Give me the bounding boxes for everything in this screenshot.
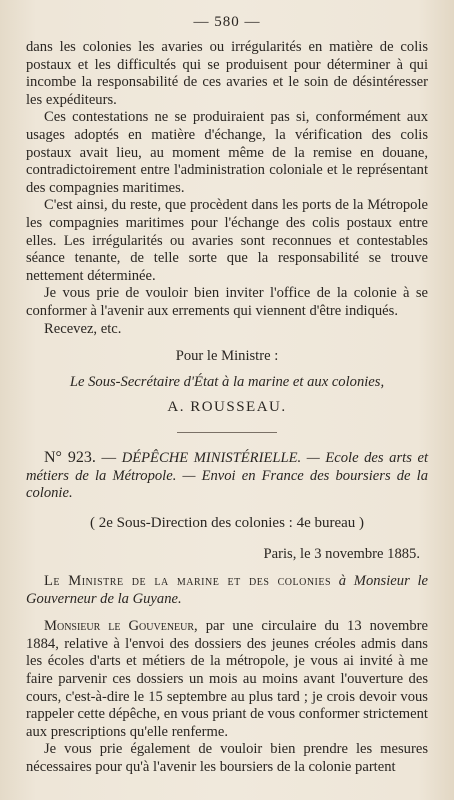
heading-dash: — bbox=[95, 450, 122, 467]
salutation: Monsieur le Gouveneur, bbox=[44, 618, 198, 635]
date-line: Paris, le 3 novembre 1885. bbox=[263, 546, 420, 563]
paragraph-closing: Recevez, etc. bbox=[44, 320, 122, 337]
paragraph-contestations: Ces contestations ne se produiraient pas si, conformément aux usages adoptés en matière d'échange, la vérification des colis postaux avait lieu, au moment même de la remise en douane, contradictoirement entre l'administration coloniale et le représentant des compagnies maritimes. bbox=[26, 109, 428, 196]
direction-line: ( 2e Sous-Direction des colonies : 4e bureau ) bbox=[89, 515, 365, 532]
dispatch-heading bbox=[26, 449, 428, 503]
dispatch-type: DÉPÊCHE MINISTÉRIELLE. bbox=[121, 450, 302, 467]
paragraph-invitation: Je vous prie de vouloir bien inviter l'office de la colonie à se conformer à l'avenir aux errements qui viennent d'être indiqués. bbox=[26, 285, 428, 319]
address-recipient: à Monsieur le Gouverneur de la Guyane. bbox=[26, 573, 428, 607]
body-paragraph-1 bbox=[26, 618, 428, 741]
signature-pour: Pour le Ministre : bbox=[175, 348, 279, 365]
address-line bbox=[26, 573, 428, 608]
dispatch-number: N° 923. bbox=[44, 449, 96, 467]
body-text-1: par une circulaire du 13 novembre 1884, relative à l'envoi des dossiers des jeunes créoles admis dans les écoles d'arts et métiers de la métropole, je vous ai invité à me faire parvenir ces dossiers un mois au moins avant l'ouverture des cours, c'est-à-dire le 15 septembre au plus tard ; je crois devoir vous rappeler cette dépêche, en vous priant de vous conformer strictement aux prescriptions qu'elle renferme. bbox=[26, 618, 428, 740]
paragraph-procedure-metropole: C'est ainsi, du reste, que procèdent dans les ports de la Métropole les compagnies maritimes pour l'échange des colis postaux entre elles. Les irrégularités ou avaries sont reconnues et contestables séance tenante, de telle sorte que la responsabilité se trouve nettement déterminée. bbox=[26, 197, 428, 284]
dispatch-subject: — Ecole des arts et métiers de la Métropole. — Envoi en France des boursiers de la colonie. bbox=[26, 450, 429, 502]
paragraph-avaries: dans les colonies les avaries ou irrégularités en matière de colis postaux et les difficultés qui se produisent pour déterminer à qui incombe la responsabilité de ces avaries et le soin de désintéresser les expéditeurs. bbox=[26, 39, 428, 108]
address-sender: Le Ministre de la marine et des colonies bbox=[44, 573, 332, 590]
page-number: — 580 — bbox=[193, 14, 261, 30]
section-divider bbox=[177, 432, 277, 433]
signature-title: Le Sous-Secrétaire d'État à la marine et aux colonies, bbox=[69, 373, 385, 390]
body-paragraph-2: Je vous prie également de vouloir bien prendre les mesures nécessaires pour qu'à l'avenir les boursiers de la colonie partent bbox=[26, 741, 428, 775]
signature-name: A. ROUSSEAU. bbox=[167, 399, 287, 416]
